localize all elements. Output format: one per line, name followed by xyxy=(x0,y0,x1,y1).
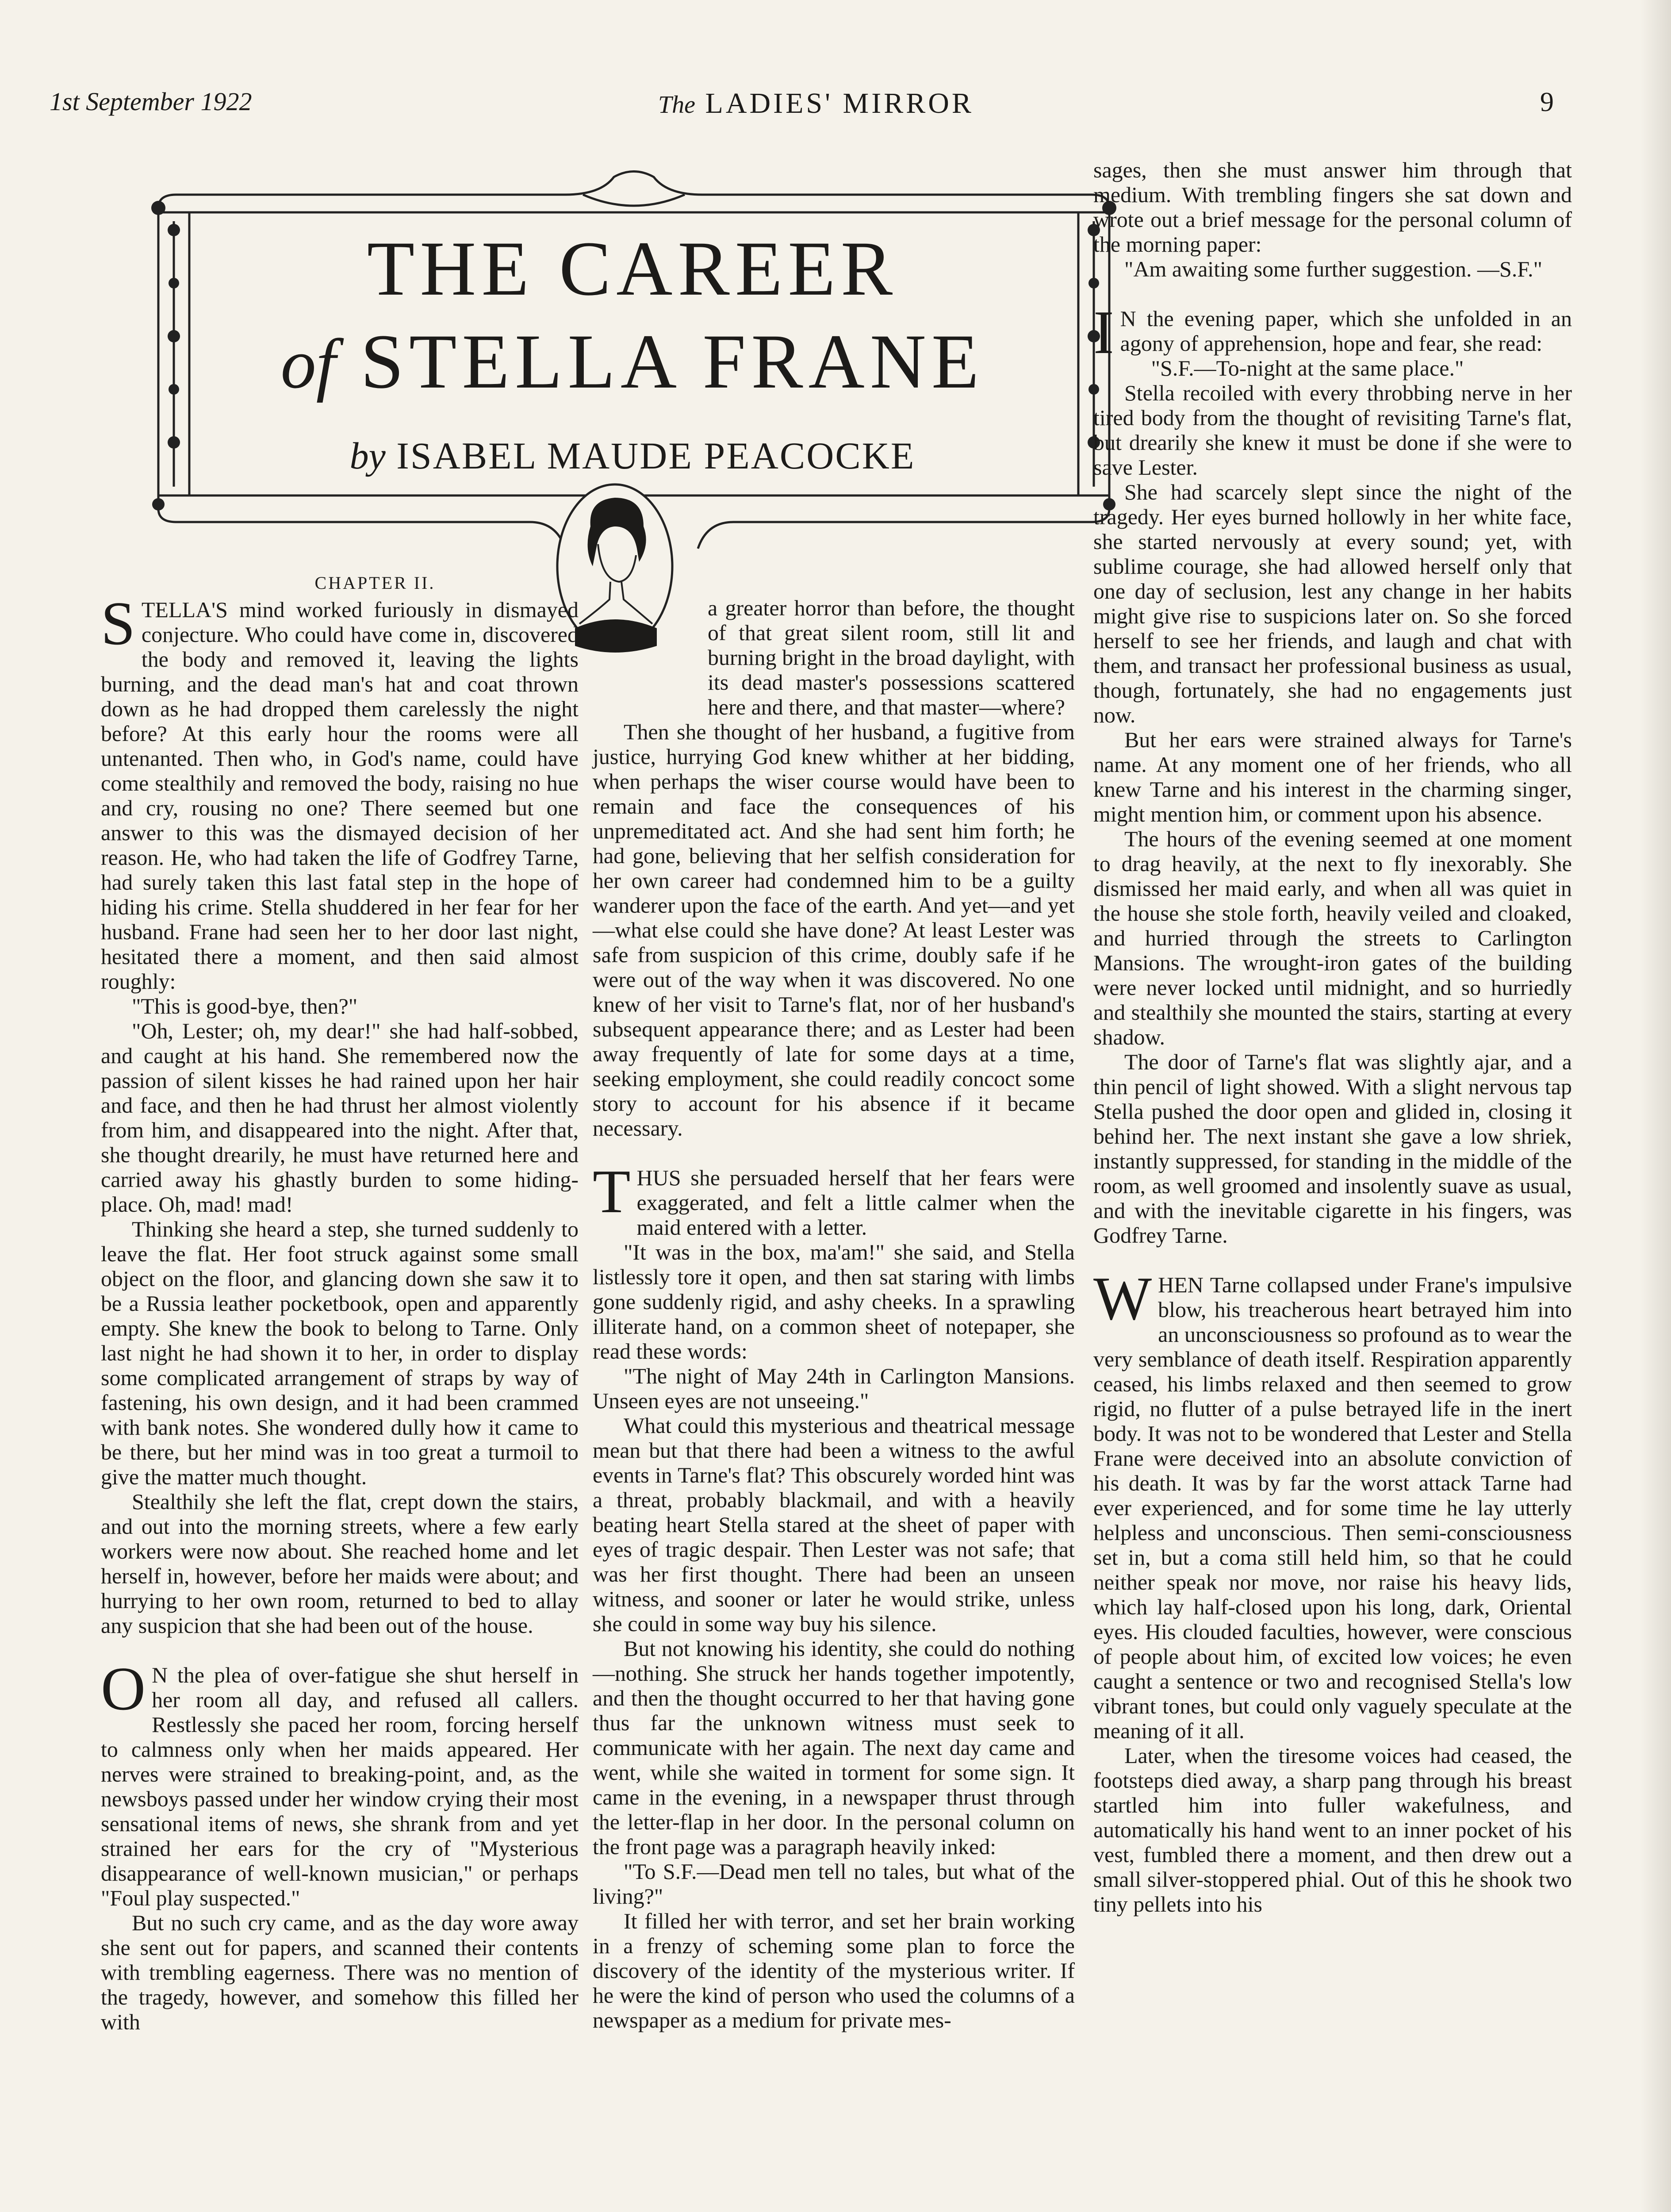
drop-cap: O xyxy=(101,1655,146,1723)
paragraph: But her ears were strained always for Tarne's name. At any moment one of her friends, who all knew Tarne and his interest in the charming singer, might mention him, or comment upon his absence. xyxy=(1093,727,1572,826)
paragraph: STELLA'S mind worked furiously in dismayed conjecture. Who could have come in, discovered the body and removed it, leaving the lights burning, and the dead man's hat and coat thrown down as he had dropped them carelessly the night before? At this early hour the rooms were all untenanted. Then who, in God's name, could have come stealthily and removed the body, raising no hue and cry, rousing no one? There seemed but one answer to this was the dismayed decision of her reason. He, who had taken the life of Godfrey Tarne, had surely taken this last fatal step in the hope of hiding his crime. Stella shuddered in her fear for her husband. Frane had seen her to her door last night, hesitated there a moment, and then said almost roughly: xyxy=(101,589,579,994)
paragraph: But no such cry came, and as the day wore away she sent out for papers, and scanned their contents with trembling eagerness. There was no mention of the tragedy, however, and somehow this filled her with xyxy=(101,1910,579,2034)
issue-date: 1st September 1922 xyxy=(50,87,252,116)
article-column-2 xyxy=(593,571,1075,2032)
title-line-1: THE CAREER xyxy=(367,226,898,312)
paragraph: "Oh, Lester; oh, my dear!" she had half-sobbed, and caught at his hand. She remembered now the passion of silent kisses he had rained upon her hair and face, and then he had thrust her almost violently from him, and disappeared into the night. After that, she thought drearily, he must have returned here and carried away his ghastly burden to some hiding-place. Oh, mad! mad! xyxy=(101,1018,579,1217)
author-name: ISABEL MAUDE PEACOCKE xyxy=(396,434,916,477)
drop-cap: W xyxy=(1093,1264,1152,1333)
paragraph: THUS she persuaded herself that her fears were exaggerated, and felt a little calmer when the maid entered with a letter. xyxy=(593,1157,1075,1240)
byline-by: by xyxy=(349,434,386,477)
paragraph: I N the evening paper, which she unfolded in an agony of apprehension, hope and fear, she read: xyxy=(1093,298,1572,367)
paragraph: sages, then she must answer him through that medium. With trembling fingers she sat down and wrote out a brief message for the personal column of the morning paper: xyxy=(1093,157,1572,257)
paragraph: The hours of the evening seemed at one moment to drag heavily, at the next to fly inexorably. She dismissed her maid early, and when all was quiet in the house she stole forth, heavily veiled and cloaked, and hurried through the streets to Carlington Mansions. The wrought-iron gates of the building were never locked until midnight, and so hurriedly and stealthily she mounted the stairs, starting at every shadow. xyxy=(1093,826,1572,1049)
paragraph: a greater horror than before, the thought of that great silent room, still lit and burning bright in the broad daylight, with its dead master's possessions scattered here and there, and that master—where? xyxy=(708,595,1075,719)
paragraph: She had scarcely slept since the night of the tragedy. Her eyes burned hollowly in her white face, she started nervously at every sound; yet, with sublime courage, she had allowed herself only that one day of seclusion, lest any change in her habits might give rise to suspicions later on. So she forced herself to see her friends, and laugh and chat with them, and transact her professional business as usual, though, fortunately, she had no engagements just now. xyxy=(1093,480,1572,727)
paragraph: "To S.F.—Dead men tell no tales, but what of the living?" xyxy=(593,1859,1075,1909)
paragraph: "It was in the box, ma'am!" she said, and Stella listlessly tore it open, and then sat staring with limbs gone suddenly rigid, and ashy cheeks. In a sprawling illiterate hand, on a common sheet of notepaper, she read these words: xyxy=(593,1240,1075,1363)
paragraph: The door of Tarne's flat was slightly ajar, and a thin pencil of light showed. With a slight nervous tap Stella pushed the door open and glided in, closing it behind her. The next instant she gave a low shriek, instantly suppressed, for standing in the middle of the room, as well groomed and insolently suave as usual, and with the inevitable cigarette in his fingers, was Godfrey Tarne. xyxy=(1093,1049,1572,1248)
paragraph: Later, when the tiresome voices had ceased, the footsteps died away, a sharp pang through his breast startled him into fuller wakefulness, and automatically his hand went to an inner pocket of his vest, fumbled there a moment, and then drew out a small silver-stoppered phial. Out of this he shook two tiny pellets into his xyxy=(1093,1743,1572,1916)
paragraph: "This is good-bye, then?" xyxy=(132,994,358,1018)
page-number: 9 xyxy=(1540,87,1554,117)
paragraph: Stella recoiled with every throbbing nerve in her tired body from the thought of revisiting Tarne's flat, but drearily she knew it must be done if she were to save Lester. xyxy=(1093,380,1572,480)
paragraph: Then she thought of her husband, a fugitive from justice, hurrying God knew whither at her bidding, when perhaps the wiser course would have been to remain and face the consequences of his unpremeditated act. And she had sent him forth; he had gone, believing that her selfish consideration for her own career had condemned him to be a guilty wanderer upon the face of the earth. And yet—and yet—what else could she have done? At least Lester was safe from suspicion of this crime, doubly safe if he were out of the way when it was discovered. No one knew of her visit to Tarne's flat, nor of her husband's subsequent appearance there; and as Lester had been away frequently of late for some days at a time, seeking employment, she could readily concoct some story to account for his absence if it became necessary. xyxy=(593,719,1075,1141)
paragraph: "S.F.—To-night at the same place." xyxy=(1151,356,1464,380)
magazine-name: LADIES' MIRROR xyxy=(705,87,974,119)
page-edge-shadow xyxy=(1640,0,1671,2212)
paragraph: But not knowing his identity, she could do nothing—nothing. She struck her hands together impotently, and then the thought occurred to her that having gone thus far the unknown witness must seek to communicate with her again. The next day came and went, while she waited in torment for some sign. It came in the evening, in a newspaper thrust through the letter-flap in her door. In the personal column on the front page was a paragraph heavily inked: xyxy=(593,1636,1075,1859)
drop-cap: S xyxy=(101,589,135,658)
title-line-2 xyxy=(146,319,1119,405)
paragraph: "The night of May 24th in Carlington Mansions. Unseen eyes are not unseeing." xyxy=(593,1363,1075,1413)
paragraph: What could this mysterious and theatrical message mean but that there had been a witness to the awful events in Tarne's flat? This obscurely worded hint was a threat, probably blackmail, and with a heavily beating heart Stella stared at the sheet of paper with eyes of tragic despair. Then Lester was not safe; that was her first thought. There had been an unseen witness, and sooner or later he would strike, unless she could in some way buy his silence. xyxy=(593,1413,1075,1636)
paragraph: Stealthily she left the flat, crept down the stairs, and out into the morning streets, where a few early workers were now about. She reached home and let herself in, however, before her maids were about; and hurrying to her own room, returned to bed to allay any suspicion that she had been out of the house. xyxy=(101,1489,579,1638)
paragraph: O N the plea of over-fatigue she shut herself in her room all day, and refused all callers. Restlessly she paced her room, forcing herself to calmness only when her maids appeared. Her nerves were strained to breaking-point, and, as the newsboys passed under her window crying their most sensational items of news, she shrank from and yet strained her ears for the cry of "Mysterious disappearance of well-known musician," or perhaps "Foul play suspected." xyxy=(101,1655,579,1910)
paragraph: It filled her with terror, and set her brain working in a frenzy of scheming some plan to force the discovery of the identity of the mysterious writer. If he were the kind of person who used the columns of a newspaper as a medium for private mes- xyxy=(593,1909,1075,2032)
magazine-title xyxy=(658,87,974,120)
paragraph: WHEN Tarne collapsed under Frane's impulsive blow, his treacherous heart betrayed him into an unconsciousness so profound as to wear the very semblance of death itself. Respiration apparently ceased, his limbs relaxed and then seemed to grow rigid, no flutter of a pulse betrayed life in the inert body. It was not to be wondered that Lester and Stella Frane were deceived into an absolute conviction of his death. It was by far the worst attack Tarne had ever experienced, and for some time he lay utterly helpless and unconscious. Then semi-consciousness set in, but a coma still held him, so that he could neither speak nor move, nor raise his heavy lids, which lay half-closed upon his long, dark, Oriental eyes. His clouded faculties, however, were conscious of people about him, of excited low voices; he even caught a sentence or two and recognised Stella's low vibrant tones, but could only vaguely speculate at the meaning of it all. xyxy=(1093,1264,1572,1743)
paragraph: Thinking she heard a step, she turned suddenly to leave the flat. Her foot struck against some small object on the floor, and glancing down she saw it to be a Russia leather pocketbook, open and apparently empty. She knew the book to belong to Tarne. Only last night he had shown it to her, in order to display some complicated arrangement of straps by way of fastening, his own design, and it had been crammed with bank notes. She wondered dully how it came to be there, but her mind was in too great a turmoil to give the matter much thought. xyxy=(101,1217,579,1489)
drop-cap: I xyxy=(1093,298,1114,367)
article-column-1 xyxy=(101,571,579,2034)
chapter-heading: CHAPTER II. xyxy=(314,573,436,593)
byline xyxy=(146,434,1119,478)
magazine-the: The xyxy=(658,91,695,119)
title-of: of xyxy=(280,324,336,403)
title-name: STELLA FRANE xyxy=(360,319,985,405)
paragraph: "Am awaiting some further suggestion. —S.F." xyxy=(1124,257,1543,281)
drop-cap: T xyxy=(593,1157,631,1226)
article-column-3 xyxy=(1093,157,1572,1916)
